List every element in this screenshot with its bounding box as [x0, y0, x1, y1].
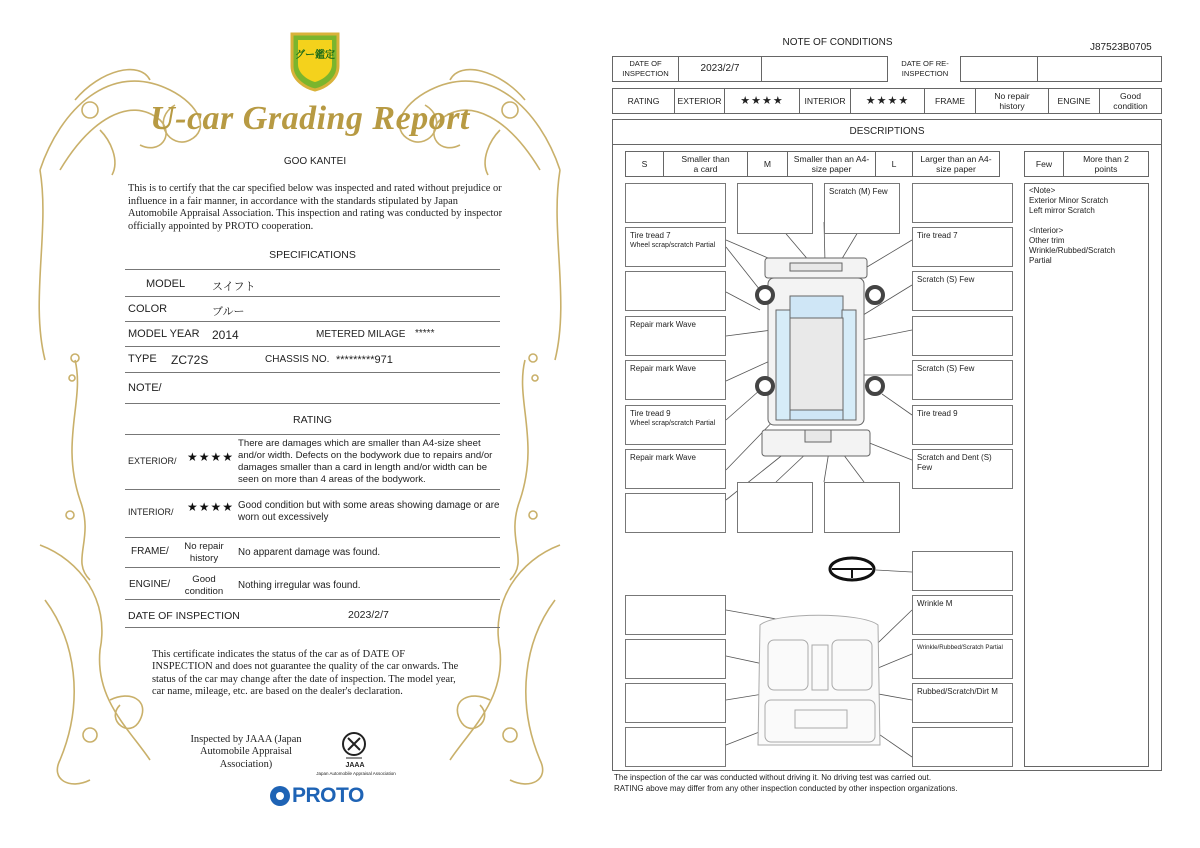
model-year-value: 2014: [212, 328, 239, 342]
legend-s: S: [625, 151, 664, 177]
slot-r1: [912, 183, 1013, 223]
date-of-inspection-label: DATE OF INSPECTION: [612, 56, 679, 82]
slot-tire-tread-9-left: Tire tread 9 Wheel scrap/scratch Partial: [625, 405, 726, 445]
slot-r-int5: [912, 727, 1013, 767]
legend-few-desc: More than 2 points: [1063, 151, 1149, 177]
slot-repair-mark-3: Repair mark Wave: [625, 449, 726, 489]
note-label: NOTE/: [128, 382, 162, 394]
legend-l: L: [875, 151, 913, 177]
slot-l8: [625, 493, 726, 533]
slot-b2: [824, 482, 900, 533]
descriptions-heading: DESCRIPTIONS: [612, 119, 1162, 145]
slot-tire-tread-7-left: Tire tread 7 Wheel scrap/scratch Partial: [625, 227, 726, 267]
slot-l-int1: [625, 595, 726, 635]
note-heading: <Note>: [1029, 186, 1056, 195]
chassis-value: *********971: [336, 354, 393, 366]
interior-label: INTERIOR/: [128, 507, 174, 517]
exterior-label: EXTERIOR/: [128, 456, 177, 466]
color-value: ブルー: [212, 306, 245, 318]
interior-line-2: Wrinkle/Rubbed/Scratch: [1029, 246, 1116, 255]
slot-wrinkle-rubbed: Wrinkle/Rubbed/Scratch Partial: [912, 639, 1013, 679]
interior-heading: <Interior>: [1029, 226, 1064, 235]
interior-line-1: Other trim: [1029, 236, 1065, 245]
legend-s-desc: Smaller than a card: [663, 151, 748, 177]
sheet-title: NOTE OF CONDITIONS: [782, 37, 893, 48]
frame-description: No apparent damage was found.: [238, 547, 381, 558]
interior-label: INTERIOR: [799, 88, 851, 114]
exterior-stars: ★★★★: [187, 450, 235, 464]
metered-mileage-value: *****: [415, 328, 435, 339]
proto-logo-text: PROTO: [292, 784, 364, 807]
legend-few: Few: [1024, 151, 1064, 177]
slot-t1: [737, 183, 813, 234]
inspected-by-text: Inspected by JAAA (Japan Automobile Appraisal Association): [190, 734, 302, 770]
slot-rubbed-dirt: Rubbed/Scratch/Dirt M: [912, 683, 1013, 723]
interior-stars: ★★★★: [850, 88, 925, 114]
certificate-disclaimer: This certificate indicates the status of the car as of DATE OF INSPECTION and does not guarantee the quality of the car onwards. The status of the car may change after the date of inspection. The model year, car name, mileage, etc. are based on the dealer's declaration.: [152, 649, 459, 698]
legend-l-desc: Larger than an A4-size paper: [912, 151, 1000, 177]
slot-l-int4: [625, 727, 726, 767]
type-value: ZC72S: [171, 353, 209, 367]
exterior-label: EXTERIOR: [674, 88, 725, 114]
frame-value: No repair history: [975, 88, 1049, 114]
chassis-label: CHASSIS NO.: [265, 354, 330, 365]
note-of-conditions-sheet: [600, 0, 1200, 848]
slot-scratch-s-few-2: Scratch (S) Few: [912, 360, 1013, 400]
rating-label: RATING: [612, 88, 675, 114]
jaaa-caption: Japan Automobile Appraisal Association: [316, 771, 396, 776]
report-subtitle: GOO KANTEI: [283, 156, 347, 167]
model-label: MODEL: [146, 278, 186, 290]
date-of-inspection-value: 2023/2/7: [678, 56, 762, 82]
slot-scratch-dent: Scratch and Dent (S) Few: [912, 449, 1013, 489]
frame-value: No repair history: [184, 541, 224, 564]
type-label: TYPE: [128, 353, 157, 365]
legend-m: M: [747, 151, 788, 177]
frame-label: FRAME/: [131, 546, 169, 557]
model-year-label: MODEL YEAR: [128, 328, 200, 340]
color-label: COLOR: [128, 303, 168, 315]
report-title: U-car Grading Report: [150, 100, 470, 137]
rating-heading: RATING: [293, 414, 332, 426]
certification-statement: This is to certify that the car specified below was inspected and rated without prejudice or influence in a fair manner, in accordance with the standards stipulated by Japan Automobile Appraisal Association. This inspection and rating was conducted by inspector officially appointed by PROTO cooperation.: [128, 183, 503, 232]
slot-wrinkle-m: Wrinkle M: [912, 595, 1013, 635]
engine-label: ENGINE: [1048, 88, 1100, 114]
slot-scratch-s-few-1: Scratch (S) Few: [912, 271, 1013, 311]
slot-scratch-m-few: Scratch (M) Few: [824, 183, 900, 234]
interior-line-3: Partial: [1029, 256, 1052, 265]
reinspection-label: DATE OF RE-INSPECTION: [888, 56, 962, 82]
slot-repair-mark-1: Repair mark Wave: [625, 316, 726, 356]
engine-value: Good condition: [184, 574, 224, 597]
jaaa-logo-text: JAAA: [345, 762, 365, 769]
slot-l3: [625, 271, 726, 311]
date-of-inspection-value: 2023/2/7: [348, 609, 389, 621]
slot-l-int3: [625, 683, 726, 723]
date-of-inspection-label: DATE OF INSPECTION: [128, 610, 240, 622]
engine-description: Nothing irregular was found.: [238, 580, 361, 591]
slot-r4: [912, 316, 1013, 356]
metered-mileage-label: METERED MILAGE: [316, 329, 406, 340]
goo-kantei-badge: グー鑑定: [288, 30, 342, 92]
slot-b1: [737, 482, 813, 533]
footer-note-1: The inspection of the car was conducted without driving it. No driving test was carried out.: [614, 773, 932, 782]
engine-value: Good condition: [1099, 88, 1162, 114]
note-line-2: Left mirror Scratch: [1029, 206, 1095, 215]
engine-label: ENGINE/: [129, 579, 171, 590]
slot-l1: [625, 183, 726, 223]
slot-steering: [912, 551, 1013, 591]
specifications-heading: SPECIFICATIONS: [269, 249, 356, 261]
footer-note-2: RATING above may differ from any other inspection conducted by other inspection organizations.: [614, 784, 958, 793]
interior-description: Good condition but with some areas showing damage or are worn out excessively: [238, 500, 500, 524]
legend-m-desc: Smaller than an A4-size paper: [787, 151, 876, 177]
slot-repair-mark-2: Repair mark Wave: [625, 360, 726, 400]
slot-tire-tread-9-right: Tire tread 9: [912, 405, 1013, 445]
exterior-stars: ★★★★: [724, 88, 800, 114]
note-line-1: Exterior Minor Scratch: [1029, 196, 1109, 205]
exterior-description: There are damages which are smaller than A4-size sheet and/or width. Defects on the bodywork due to repairs and/or damages smaller than a card in length and/or width can be seen on more than 4 areas of the bodywork.: [238, 438, 493, 485]
interior-stars: ★★★★: [187, 500, 235, 514]
slot-tire-tread-7-right: Tire tread 7: [912, 227, 1013, 267]
frame-label: FRAME: [924, 88, 976, 114]
model-value: スイフト: [212, 281, 256, 293]
document-id: J87523B0705: [1090, 42, 1152, 53]
slot-l-int2: [625, 639, 726, 679]
proto-logo-mark: [268, 784, 292, 808]
